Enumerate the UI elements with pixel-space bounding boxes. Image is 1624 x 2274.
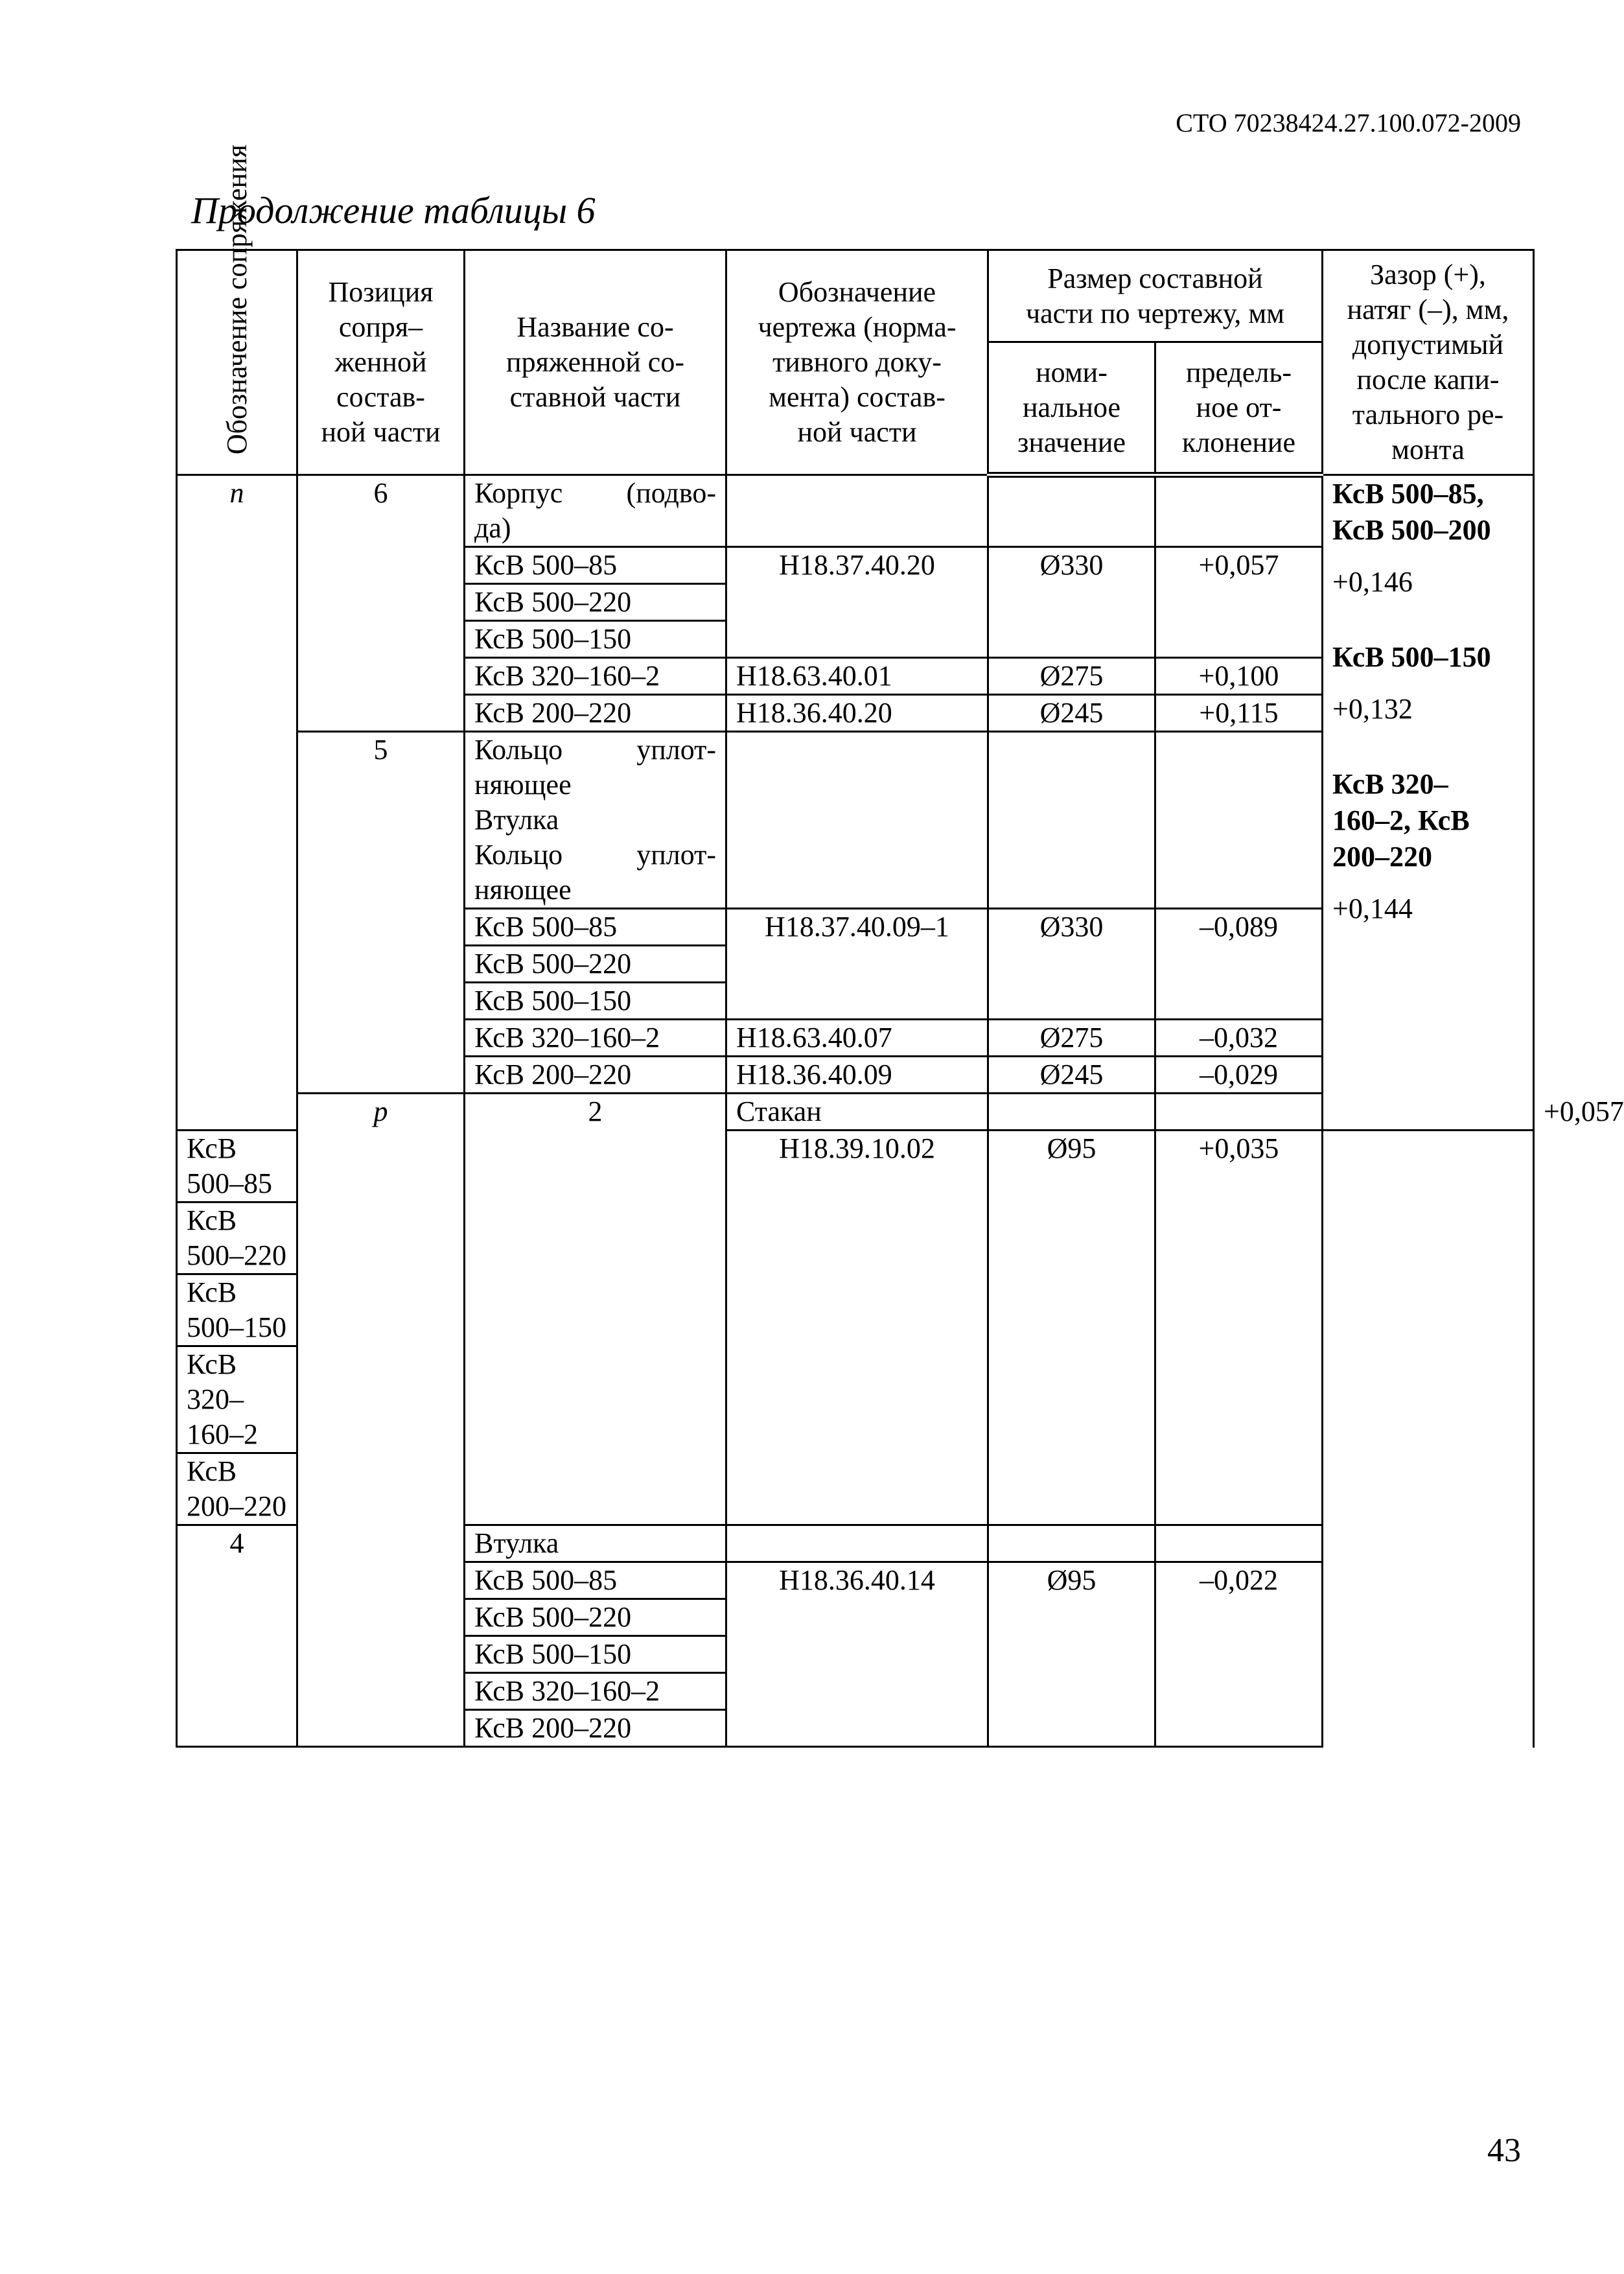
part-name: КсВ 500–85	[465, 547, 726, 584]
table-caption: Продолжение таблицы 6	[191, 189, 596, 231]
nominal-cell: Ø330	[988, 909, 1155, 1020]
deviation-cell	[1155, 732, 1323, 909]
nominal-cell	[988, 475, 1155, 547]
deviation-cell: –0,089	[1155, 909, 1323, 1020]
col-nominal-header	[988, 342, 1155, 475]
part-name: КсВ 500–85	[465, 909, 726, 946]
col-size-label: Размер составной	[1047, 262, 1263, 294]
deviation-cell: +0,100	[1155, 658, 1323, 695]
gap-group-title: КсВ 500–85,	[1332, 478, 1484, 510]
part-name: КсВ 500–220	[465, 584, 726, 621]
col-position-header	[297, 250, 465, 475]
col-drawing-label: чертежа (норма-	[758, 311, 957, 343]
document-code: СТО 70238424.27.100.072-2009	[1176, 108, 1521, 137]
drawing-cell	[726, 732, 988, 909]
col-drawing-label: тивного доку-	[772, 346, 942, 378]
gap-cell	[1323, 475, 1534, 1131]
part-name: КсВ 200–220	[177, 1453, 297, 1525]
col-nominal-label: нальное	[1022, 391, 1121, 423]
nominal-cell: Ø275	[988, 658, 1155, 695]
nominal-cell: Ø245	[988, 1057, 1155, 1094]
col-position-label: состав-	[336, 381, 425, 413]
part-name: Втулка	[465, 1525, 726, 1562]
part-name	[465, 475, 726, 547]
col-deviation-header	[1155, 342, 1323, 475]
part-name: КсВ 500–150	[465, 1636, 726, 1673]
nominal-cell: Ø245	[988, 695, 1155, 732]
part-name-line: Кольцо уплот-	[474, 734, 716, 766]
col-name-label: Название со-	[516, 311, 674, 343]
col-gap-label: допустимый	[1352, 329, 1504, 360]
part-name: КсВ 500–220	[465, 1599, 726, 1636]
col-drawing-label: Обозначение	[778, 276, 936, 308]
col-gap-header	[1323, 250, 1534, 475]
position-cell: 4	[177, 1525, 297, 1747]
deviation-cell: –0,022	[1155, 1562, 1323, 1747]
col-drawing-label: мента) состав-	[769, 381, 945, 413]
part-name-line: Корпус (подво-	[474, 477, 716, 509]
gap-value: +0,132	[1332, 693, 1413, 725]
nominal-cell: Ø95	[988, 1562, 1155, 1747]
part-name: КсВ 500–150	[177, 1274, 297, 1346]
col-mate-header	[177, 144, 297, 475]
col-deviation-label: предель-	[1185, 356, 1292, 388]
drawing-cell: Н18.36.40.20	[726, 695, 988, 732]
table-row: p 2 Стакан +0,057	[177, 1094, 1534, 1131]
gap-value: +0,146	[1332, 566, 1413, 598]
part-name: КсВ 320–160–2	[465, 1673, 726, 1710]
page-number: 43	[1487, 2132, 1521, 2169]
col-name-label: ставной части	[509, 381, 681, 413]
drawing-cell	[726, 1525, 988, 1562]
part-name: КсВ 320–160–2	[177, 1346, 297, 1453]
col-gap-label: натяг (–), мм,	[1347, 294, 1509, 325]
nominal-cell: Ø330	[988, 547, 1155, 658]
drawing-cell	[988, 1094, 1155, 1131]
gap-group-title: КсВ 500–150	[1332, 641, 1491, 673]
col-gap-label: Зазор (+),	[1370, 259, 1486, 290]
deviation-cell: –0,029	[1155, 1057, 1323, 1094]
col-nominal-label: номи-	[1036, 356, 1108, 388]
col-position-label: ной части	[321, 416, 441, 448]
col-position-label: женной	[334, 346, 427, 378]
deviation-cell: +0,035	[1155, 1131, 1323, 1525]
part-name: Стакан	[726, 1094, 988, 1131]
drawing-cell	[726, 475, 988, 547]
part-name: КсВ 200–220	[465, 695, 726, 732]
part-name	[465, 732, 726, 909]
mate-designation: p	[297, 1094, 465, 1747]
nominal-cell	[988, 732, 1155, 909]
col-gap-label: тального ре-	[1352, 399, 1504, 430]
part-name-line: да)	[474, 512, 511, 544]
gap-group-title: 200–220	[1332, 841, 1432, 873]
col-position-label: сопря–	[338, 311, 423, 343]
drawing-cell: Н18.63.40.07	[726, 1020, 988, 1057]
nominal-cell: Ø95	[988, 1131, 1155, 1525]
col-deviation-label: клонение	[1181, 426, 1296, 458]
part-name: КсВ 500–220	[177, 1202, 297, 1274]
col-deviation-label: ное от-	[1196, 391, 1282, 423]
part-name: КсВ 500–220	[465, 946, 726, 983]
deviation-cell: –0,032	[1155, 1020, 1323, 1057]
part-name-line: няющее	[474, 874, 572, 906]
nominal-cell: Ø275	[988, 1020, 1155, 1057]
drawing-cell: Н18.36.40.09	[726, 1057, 988, 1094]
part-name: КсВ 500–85	[177, 1131, 297, 1202]
header-row	[177, 250, 1534, 342]
col-size-label: части по чертежу, мм	[1025, 297, 1285, 329]
col-drawing-label: ной части	[797, 416, 917, 448]
gap-group-title: КсВ 320–	[1332, 768, 1448, 800]
part-name: КсВ 200–220	[465, 1057, 726, 1094]
part-name-line: Втулка	[474, 804, 559, 836]
table-row	[177, 475, 1534, 547]
position-cell: 6	[297, 475, 465, 732]
deviation-cell	[1155, 475, 1323, 547]
drawing-cell: Н18.36.40.14	[726, 1562, 988, 1747]
gap-value: +0,144	[1332, 893, 1413, 924]
deviation-cell: +0,115	[1155, 695, 1323, 732]
col-mate-label: Обозначение сопряжения	[220, 144, 253, 454]
part-name-line: Кольцо уплот-	[474, 839, 716, 871]
deviation-cell: +0,057	[1155, 547, 1323, 658]
drawing-cell: Н18.37.40.20	[726, 547, 988, 658]
col-gap-label: после капи-	[1356, 364, 1500, 395]
col-drawing-header	[726, 250, 988, 475]
col-name-header	[465, 250, 726, 475]
col-size-header	[988, 250, 1323, 342]
drawing-cell: Н18.37.40.09–1	[726, 909, 988, 1020]
col-gap-label: монта	[1391, 434, 1465, 465]
part-name: КсВ 200–220	[465, 1710, 726, 1747]
deviation-cell	[1155, 1525, 1323, 1562]
drawing-cell: Н18.39.10.02	[726, 1131, 988, 1525]
part-name: КсВ 320–160–2	[465, 1020, 726, 1057]
nominal-cell	[1155, 1094, 1323, 1131]
part-name: КсВ 500–150	[465, 621, 726, 658]
position-cell: 2	[465, 1094, 726, 1525]
gap-group-title: КсВ 500–200	[1332, 514, 1491, 546]
col-nominal-label: значение	[1017, 426, 1126, 458]
col-position-label: Позиция	[328, 276, 434, 308]
part-name: КсВ 500–85	[465, 1562, 726, 1599]
mate-designation: n	[177, 475, 297, 1131]
gap-group-title: 160–2, КсВ	[1332, 804, 1470, 836]
nominal-cell	[988, 1525, 1155, 1562]
col-name-label: пряженной со-	[506, 346, 684, 378]
part-name: КсВ 320–160–2	[465, 658, 726, 695]
drawing-cell: Н18.63.40.01	[726, 658, 988, 695]
position-cell: 5	[297, 732, 465, 1094]
part-name: КсВ 500–150	[465, 983, 726, 1020]
part-name-line: няющее	[474, 769, 572, 801]
